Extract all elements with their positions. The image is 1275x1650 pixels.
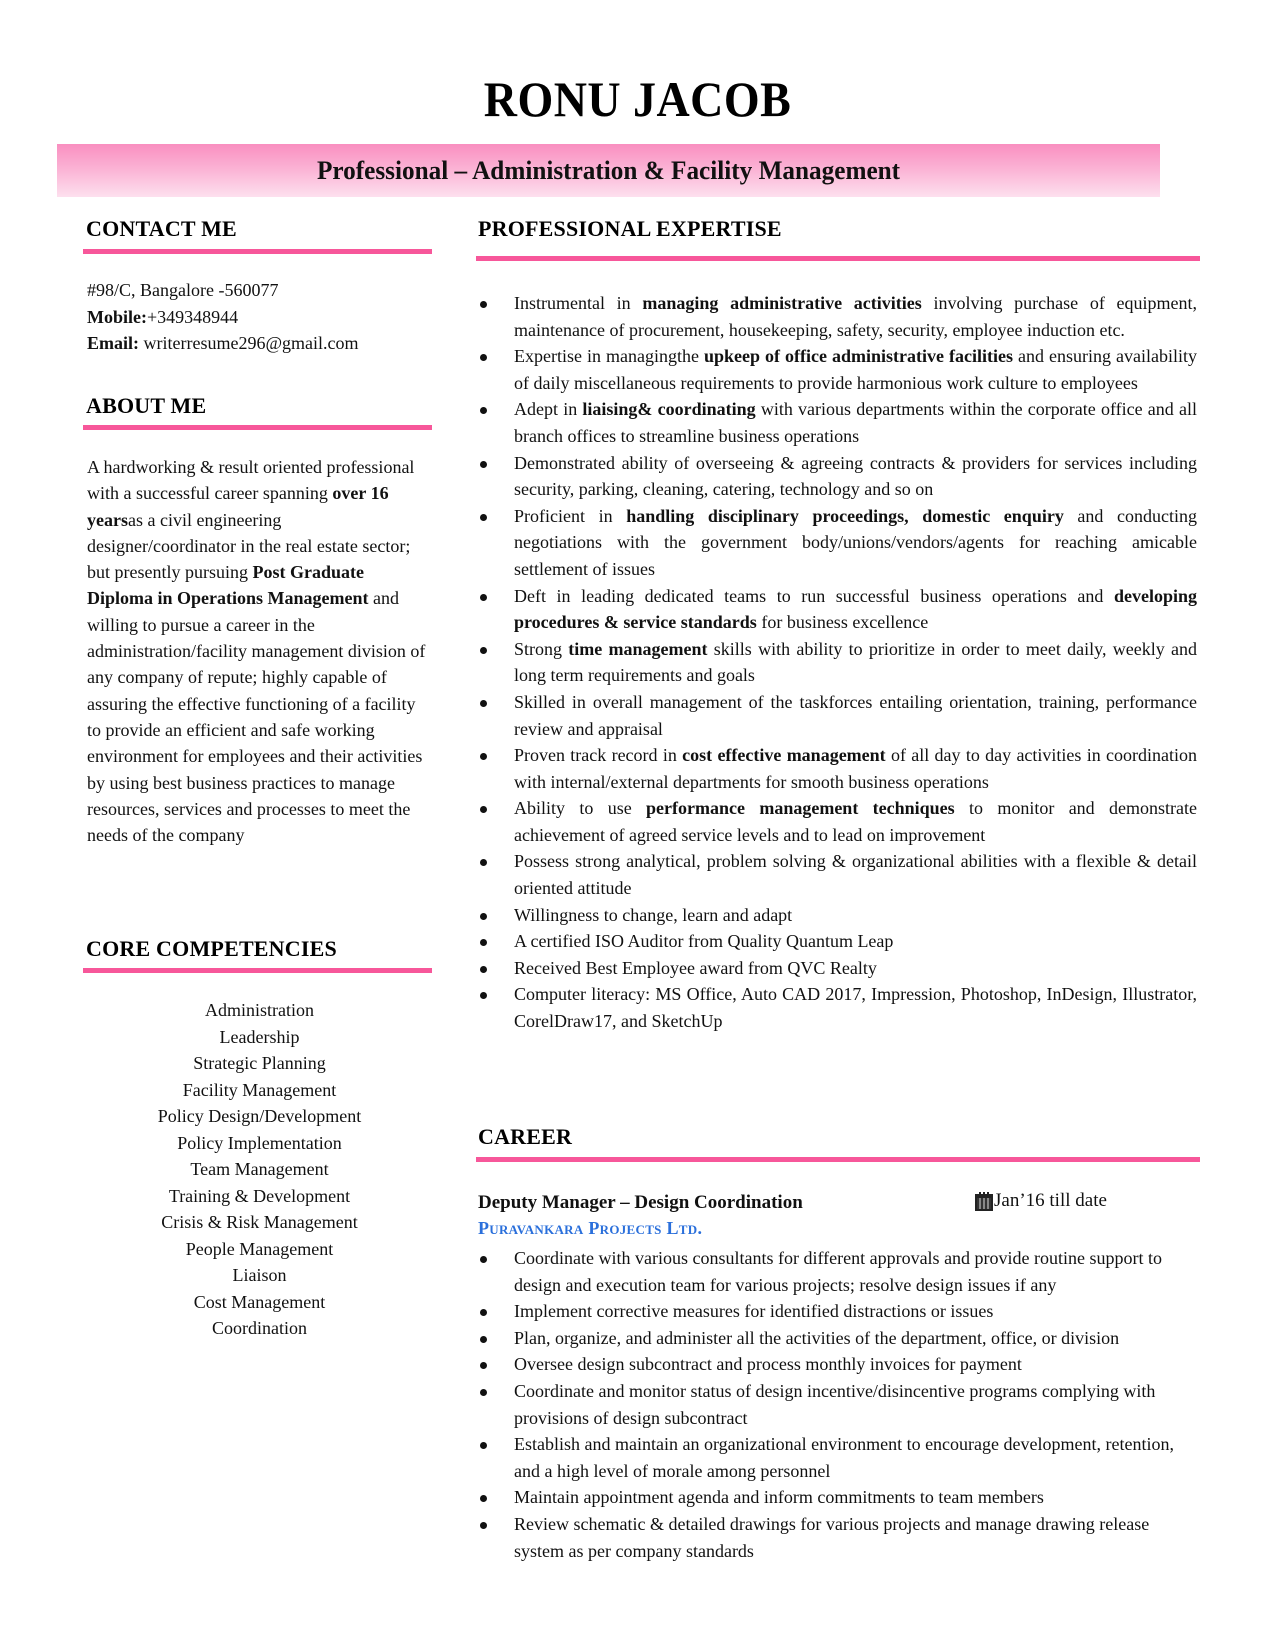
expertise-highlight: performance management techniques: [646, 798, 955, 819]
expertise-text: Received Best Employee award from QVC Realty: [514, 957, 877, 978]
section-divider: [83, 425, 432, 430]
tagline-banner: [57, 144, 1160, 197]
competency-item: Training & Development: [168, 1185, 351, 1206]
competency-item: Coordination: [212, 1318, 307, 1338]
expertise-item: [477, 742, 1197, 795]
competency-item: Policy Implementation: [177, 1132, 342, 1153]
expertise-text: Instrumental in: [514, 293, 643, 313]
expertise-text: Proficient in: [514, 505, 627, 526]
expertise-text: Possess strong analytical, problem solving & organizational abilities with a flexible & detail oriented attitude: [514, 851, 1197, 899]
about-highlight: over 16 years: [87, 483, 389, 530]
expertise-highlight: upkeep of office administrative facilities: [704, 346, 1014, 367]
expertise-highlight: handling disciplinary proceedings, domestic enquiry: [626, 505, 1064, 526]
address: #98/C, Bangalore -560077: [87, 280, 279, 300]
competency-item: Strategic Planning: [193, 1053, 326, 1073]
expertise-item: [477, 290, 1197, 343]
about-text: and willing to pursue a career in the administration/facility management division of any company of repute; highly capable of assuring the effective functioning of a facility to provide an efficient and safe working environment for employees and their activities by using best business practices to manage resources, services and processes to meet the needs of the company: [87, 588, 426, 846]
job-duty-item: Coordinate with various consultants for different approvals and provide routine support to design and execution team for various projects; resolve design issues if any: [477, 1245, 1177, 1298]
expertise-highlight: time management: [568, 638, 708, 659]
expertise-item: [477, 503, 1197, 583]
contact-details: [87, 277, 432, 357]
expertise-item: [477, 689, 1197, 742]
expertise-text: Proven track record in: [514, 745, 683, 766]
competency-item: Leadership: [219, 1026, 300, 1047]
expertise-item: [477, 636, 1197, 689]
about-text: as a civil engineering designer/coordinator in the real estate sector; but presently pursuing: [87, 509, 411, 583]
competency-item: Policy Design/Development: [157, 1106, 362, 1126]
about-highlight: Post Graduate Diploma in Operations Management: [87, 562, 369, 609]
expertise-item: [477, 450, 1197, 503]
job-duty-item: Coordinate and monitor status of design incentive/disincentive programs complying with provisions of design subcontract: [477, 1378, 1177, 1431]
expertise-text: Computer literacy: MS Office, Auto CAD 2017, Impression, Photoshop, InDesign, Illustrator, CorelDraw17, and SketchUp: [514, 984, 1197, 1032]
competency-item: Cost Management: [193, 1291, 326, 1312]
expertise-item: [477, 343, 1197, 396]
expertise-text: Adept in: [514, 399, 583, 420]
expertise-text: involving purchase of equipment, maintenance of procurement, housekeeping, safety, security, employee induction etc.: [514, 293, 1197, 340]
expertise-text: Deft in leading dedicated teams to run successful business operations and: [514, 585, 1114, 606]
job-duties-list: [477, 1245, 1177, 1564]
expertise-text: with various departments within the corporate office and all branch offices to streamline business operations: [514, 399, 1197, 446]
expertise-highlight: developing procedures & service standards: [514, 585, 1197, 633]
job-date: [975, 1190, 1107, 1212]
email-row: [87, 330, 432, 357]
expertise-text: Demonstrated ability of overseeing & agreeing contracts & providers for services including security, parking, cleaning, catering, technology and so on: [514, 452, 1197, 500]
expertise-text: for business excellence: [756, 612, 929, 633]
calendar-icon: [975, 1192, 993, 1211]
about-paragraph: [87, 454, 432, 848]
expertise-text: Expertise in managingthe: [514, 346, 704, 367]
competency-item: Team Management: [190, 1159, 329, 1179]
job-duty-item: Implement corrective measures for identified distractions or issues: [477, 1298, 1177, 1325]
mobile-row: [87, 304, 432, 331]
job-duty-item: Establish and maintain an organizational environment to encourage development, retention, and a high level of morale among personnel: [477, 1431, 1177, 1484]
section-divider: [476, 256, 1200, 261]
job-duty-item: Plan, organize, and administer all the activities of the department, office, or division: [477, 1325, 1177, 1352]
competency-item: Crisis & Risk Management: [161, 1212, 358, 1232]
expertise-highlight: liaising& coordinating: [582, 399, 756, 420]
tagline: Professional – Administration & Facility Management: [316, 155, 901, 185]
expertise-text: to monitor and demonstrate achievement of agreed service levels and to lead on improvement: [514, 798, 1197, 845]
expertise-section-title: PROFESSIONAL EXPERTISE: [478, 216, 782, 241]
expertise-item: [477, 583, 1197, 636]
expertise-text: skills with ability to prioritize in order to meet daily, weekly and long term requirements and goals: [514, 638, 1197, 686]
expertise-item: [477, 981, 1197, 1034]
email-link[interactable]: writerresume296@gmail.com: [139, 333, 359, 353]
career-section-title: CAREER: [478, 1124, 573, 1149]
about-section-title: ABOUT ME: [86, 393, 207, 418]
mobile-value: +349348944: [147, 306, 239, 327]
section-divider: [476, 1157, 1200, 1162]
expertise-text: of all day to day activities in coordination with internal/external departments for smooth business operations: [514, 745, 1198, 792]
competencies-section-title: CORE COMPETENCIES: [86, 936, 337, 961]
competency-item: Facility Management: [182, 1079, 337, 1100]
mobile-label: Mobile:: [87, 306, 147, 327]
expertise-text: Willingness to change, learn and adapt: [514, 904, 793, 925]
expertise-item: [477, 848, 1197, 901]
competency-item: Administration: [205, 1000, 314, 1020]
competency-item: Liaison: [232, 1265, 287, 1285]
section-divider: [83, 249, 432, 254]
expertise-text: Ability to use: [514, 798, 647, 819]
job-date-text: Jan’16 till date: [994, 1190, 1107, 1211]
expertise-item: [477, 955, 1197, 982]
about-text: A hardworking & result oriented professional with a successful career spanning: [87, 457, 415, 504]
expertise-text: Skilled in overall management of the taskforces entailing orientation, training, performance review and appraisal: [514, 691, 1197, 739]
competencies-list: [87, 997, 432, 1342]
expertise-text: and ensuring availability of daily miscellaneous requirements to provide harmonious work culture to employees: [514, 346, 1198, 393]
about-summary: [87, 454, 432, 848]
expertise-text: A certified ISO Auditor from Quality Quantum Leap: [514, 931, 894, 952]
company-name: Puravankara Projects Ltd.: [478, 1218, 703, 1238]
section-divider: [83, 968, 432, 973]
expertise-text: Strong: [514, 638, 569, 659]
expertise-highlight: managing administrative activities: [642, 293, 922, 313]
expertise-list: [477, 290, 1197, 1035]
email-label: Email:: [87, 333, 139, 353]
expertise-item: [477, 396, 1197, 449]
job-duty-item: Review schematic & detailed drawings for various projects and manage drawing release system as per company standards: [477, 1511, 1177, 1564]
contact-section-title: CONTACT ME: [86, 216, 237, 241]
job-duty-item: Maintain appointment agenda and inform commitments to team members: [477, 1484, 1177, 1511]
job-title: Deputy Manager – Design Coordination: [478, 1192, 803, 1213]
expertise-highlight: cost effective management: [682, 745, 886, 766]
expertise-item: [477, 795, 1197, 848]
competency-item: People Management: [185, 1238, 334, 1259]
expertise-item: [477, 902, 1197, 929]
expertise-item: [477, 928, 1197, 955]
job-duty-item: Oversee design subcontract and process monthly invoices for payment: [477, 1351, 1177, 1378]
candidate-name: RONU JACOB: [483, 71, 792, 127]
expertise-text: and conducting negotiations with the government body/unions/vendors/agents for reaching amicable settlement of issues: [514, 505, 1197, 579]
